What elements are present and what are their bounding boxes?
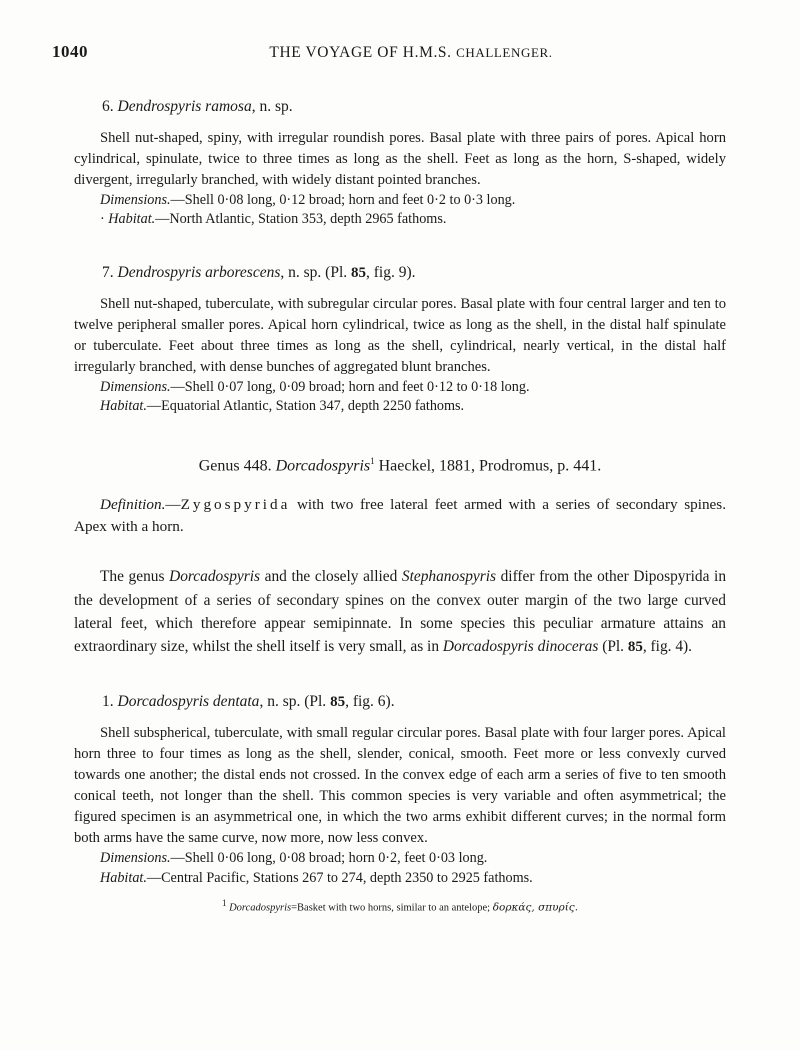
species-tail: , n. sp. [251, 98, 293, 115]
habitat-text: —Central Pacific, Stations 267 to 274, depth 2350 to 2925 fathoms. [146, 869, 533, 886]
plate-number: 85 [627, 639, 643, 656]
discussion-part-4: (Pl. [598, 638, 628, 656]
discussion-part-3: differ from the other Dipospyrida in the development of a series of secondary spines on the convex outer margin of the two large curved lateral feet, which therefore appear semipinnate. In some species this peculiar armature attains an extraordinary size, whilst the shell itself is very small, as in [74, 568, 727, 656]
figure-reference: , fig. 9). [366, 263, 416, 281]
habitat-line-6 [74, 210, 726, 229]
running-title [132, 44, 748, 62]
dimensions-line-1 [74, 849, 726, 868]
plate-number: 85 [351, 264, 367, 281]
genus-heading [74, 456, 726, 475]
genus-discussion [74, 565, 726, 659]
discussion-genus-b: Stephanospyris [401, 568, 496, 586]
dimensions-label: Dimensions. [100, 378, 171, 395]
discussion-genus-a: Dorcadospyris [169, 568, 260, 586]
habitat-label: Habitat. [100, 869, 147, 886]
habitat-label: Habitat. [100, 397, 147, 414]
genus-prefix: Genus 448. [198, 457, 276, 475]
footnote [74, 898, 726, 915]
spacer [74, 539, 726, 565]
dimensions-line-6 [74, 191, 726, 210]
plate-number: 85 [330, 694, 346, 711]
dimensions-label: Dimensions. [100, 192, 171, 208]
species-description-7: Shell nut-shaped, tuberculate, with subregular circular pores. Basal plate with four central larger and ten to twelve peripheral smaller pores. Apical horn cylindrical, twice as long as the shell, in the distal half spinulate or tuberculate. Feet about three times as long as the shell, cylindrical, nearly vertical, in the distal half irregularly branched, with dense bunches of aggregated blunt branches. [74, 295, 726, 375]
footnote-marker: 1 [370, 456, 375, 467]
discussion-part-2: and the closely allied [260, 568, 402, 586]
dimensions-label: Dimensions. [100, 850, 171, 867]
definition-dash: — [165, 495, 181, 513]
habitat-line-1 [74, 869, 726, 888]
habitat-prefix: · [100, 211, 109, 228]
species-description-1: Shell subspherical, tuberculate, with small regular circular pores. Basal plate with four larger pores. Apical horn three to four times as long as the shell, slender, conical, smooth. Feet more or less convexly curved towards one another; the distal ends not crossed. In the convex edge of each arm a series of five to ten smooth conical teeth, not longer than the shell. This common species is very variable and often asymmetrical; the figured specimen is an asymmetrical one, in which the two arms exhibit different curves; in the normal form both arms have the same curve, now more, now less convex. [74, 725, 726, 847]
habitat-text: —North Atlantic, Station 353, depth 2965 fathoms. [155, 211, 447, 228]
species-tail: , n. sp. (Pl. [280, 263, 352, 281]
definition-label: Definition. [100, 495, 166, 513]
species-heading-7 [74, 264, 726, 282]
habitat-label: Habitat. [108, 211, 156, 228]
species-number: 7. [102, 263, 118, 281]
running-title-main: THE VOYAGE OF H.M.S. [269, 44, 457, 61]
genus-name: Dorcadospyris [275, 457, 371, 475]
spacer [74, 659, 726, 693]
species-name: Dendrospyris ramosa [117, 98, 252, 115]
definition-taxon: Zygospyrida [180, 495, 291, 513]
discussion-genus-c: Dorcadospyris dinoceras [442, 638, 599, 656]
page-header [52, 42, 748, 64]
running-title-rest: CHALLENGER. [456, 45, 553, 60]
species-number: 6. [102, 98, 118, 115]
species-description-6: Shell nut-shaped, spiny, with irregular roundish pores. Basal plate with three pairs of pores. Apical horn cylindrical, spinulate, twice to three times as long as the shell. Feet as long as the horn, S-shaped, widely divergent, irregularly branched, with widely distant pointed branches. [74, 130, 726, 188]
definition-text: with two free lateral feet armed with a series of secondary spines. Apex with a horn. [74, 495, 726, 536]
page-number: 1040 [52, 42, 88, 61]
dimensions-text: —Shell 0·06 long, 0·08 broad; horn 0·2, feet 0·03 long. [170, 850, 488, 867]
page-body [52, 98, 748, 915]
species-name: Dendrospyris arborescens [117, 263, 281, 281]
species-name: Dorcadospyris dentata [117, 693, 260, 711]
dimensions-text: —Shell 0·07 long, 0·09 broad; horn and feet 0·12 to 0·18 long. [170, 378, 530, 395]
habitat-line-7 [74, 397, 726, 416]
species-heading-1 [74, 693, 726, 711]
footnote-term: Dorcadospyris [229, 902, 292, 914]
habitat-text: —Equatorial Atlantic, Station 347, depth 2250 fathoms. [146, 397, 465, 414]
discussion-part-1: The genus [100, 568, 170, 586]
dimensions-text: —Shell 0·08 long, 0·12 broad; horn and feet 0·2 to 0·3 long. [170, 192, 516, 208]
footnote-marker: 1 [221, 897, 227, 908]
footnote-greek: δορκάς, σπυρίς. [492, 901, 579, 914]
genus-definition [74, 494, 726, 540]
spacer [74, 230, 726, 264]
species-tail: , n. sp. (Pl. [259, 693, 331, 711]
figure-reference: , fig. 6). [345, 693, 395, 711]
species-heading-6 [74, 98, 726, 116]
species-number: 1. [102, 693, 118, 711]
dimensions-line-7 [74, 378, 726, 397]
genus-authority: Haeckel, 1881, Prodromus, p. 441. [374, 457, 602, 475]
discussion-part-5: , fig. 4). [642, 638, 693, 656]
footnote-text: =Basket with two horns, similar to an antelope; [291, 902, 493, 914]
spacer [74, 416, 726, 450]
